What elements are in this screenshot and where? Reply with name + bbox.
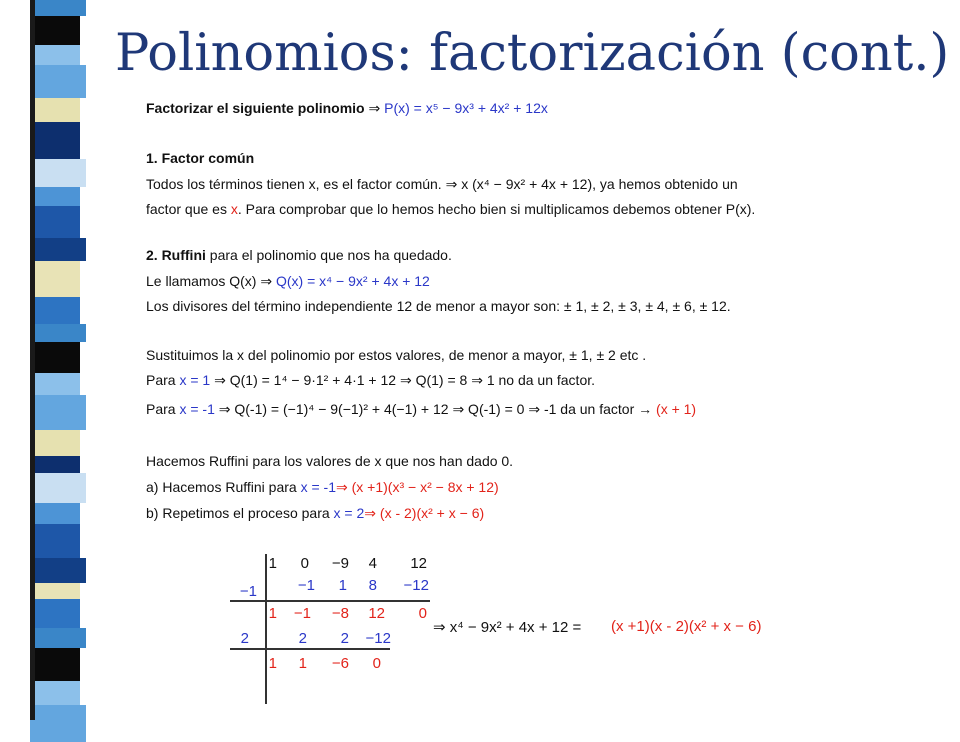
root-2: 2: [240, 630, 249, 647]
step1-line1: [146, 176, 738, 193]
coef-4: 12: [410, 555, 427, 572]
step2-call: [146, 273, 430, 290]
ruffini-step-a: [146, 479, 499, 496]
step-b-text: b) Repetimos el proceso para: [146, 505, 334, 521]
mult1-3: −12: [403, 577, 429, 594]
intro-label: Factorizar el siguiente polinomio: [146, 100, 365, 116]
coef-3: 4: [368, 555, 377, 572]
mult1-1: 1: [338, 577, 347, 594]
case2-x: x = -1: [179, 401, 215, 417]
step2-heading-bold: 2. Ruffini: [146, 247, 206, 263]
slide-title: Polinomios: factorización (cont.): [115, 24, 950, 83]
coef-1: 0: [300, 555, 309, 572]
res2-3: 0: [372, 655, 381, 672]
ruffini-hline-2: [230, 648, 390, 650]
intro-arrow: ⇒: [368, 100, 381, 116]
step-b-x: x = 2: [333, 505, 365, 521]
final-rhs: (x +1)(x - 2)(x² + x − 6): [611, 618, 762, 635]
res1-4: 0: [418, 605, 427, 622]
step1-line2-a: factor que es: [146, 201, 231, 217]
case2-expr: ⇒ Q(-1) = (−1)⁴ − 9(−1)² + 4(−1) + 12 ⇒ Q(-1) = 0 ⇒ -1 da un factor →: [214, 401, 653, 417]
mult1-2: 8: [368, 577, 377, 594]
case2-pre: Para: [146, 401, 180, 417]
mult2-1: 2: [340, 630, 349, 647]
step2-heading-rest: para el polinomio que nos ha quedado.: [205, 247, 452, 263]
mult2-0: 2: [298, 630, 307, 647]
mult2-2: −12: [365, 630, 391, 647]
final-lhs: ⇒ x⁴ − 9x² + 4x + 12 =: [433, 619, 582, 636]
step-a-x: x = -1: [300, 479, 336, 495]
step-b-expr: ⇒ (x - 2)(x² + x − 6): [364, 505, 485, 521]
step2-call-arrow: ⇒: [260, 273, 273, 289]
res2-1: 1: [298, 655, 307, 672]
step-a-expr: ⇒ (x +1)(x³ − x² − 8x + 12): [336, 479, 499, 495]
res1-2: −8: [331, 605, 349, 622]
ruffini-hline-1: [230, 600, 430, 602]
step1-line1-expr: ⇒ x (x⁴ − 9x² + 4x + 12), ya hemos obtenido un: [445, 176, 738, 192]
mult1-0: −1: [297, 577, 315, 594]
res2-2: −6: [331, 655, 349, 672]
step1-heading: 1. Factor común: [146, 150, 255, 166]
res1-1: −1: [293, 605, 311, 622]
case1-pre: Para: [146, 372, 180, 388]
coef-0: 1: [268, 555, 277, 572]
case1-x: x = 1: [179, 372, 211, 388]
step1-line2-b: . Para comprobar que lo hemos hecho bien si multiplicamos debemos obtener P(x).: [237, 201, 756, 217]
substitute-intro: Sustituimos la x del polinomio por estos valores, de menor a mayor, ± 1, ± 2 etc .: [146, 347, 647, 363]
res1-3: 12: [368, 605, 385, 622]
step2-heading: [146, 247, 452, 264]
case1-expr: ⇒ Q(1) = 1⁴ − 9·1² + 4·1 + 12 ⇒ Q(1) = 8 ⇒ 1 no da un factor.: [210, 372, 596, 388]
step1-line2-x: x: [230, 201, 238, 217]
case2-factor: (x + 1): [656, 401, 697, 417]
ruffini-table: [225, 550, 805, 710]
ruffini-vertical-line: [265, 554, 267, 704]
ruffini-step-b: [146, 505, 484, 522]
step2-call-text: Le llamamos Q(x): [146, 273, 257, 289]
step2-divisors: Los divisores del término independiente 12 de menor a mayor son: ± 1, ± 2, ± 3, ± 4, ± 6, ± 12.: [146, 298, 731, 314]
step1-line1-text: Todos los términos tienen x, es el factor común.: [146, 176, 442, 192]
step-a-text: a) Hacemos Ruffini para: [146, 479, 301, 495]
ruffini-intro: Hacemos Ruffini para los valores de x que nos han dado 0.: [146, 453, 514, 469]
res1-0: 1: [268, 605, 277, 622]
res2-0: 1: [268, 655, 277, 672]
substitute-case1: [146, 372, 595, 389]
step1-line2: [146, 201, 755, 218]
root-1: −1: [239, 583, 257, 600]
intro-poly: P(x) = x⁵ − 9x³ + 4x² + 12x: [384, 100, 548, 116]
substitute-case2: [146, 401, 696, 418]
intro-line: [146, 100, 548, 117]
coef-2: −9: [331, 555, 349, 572]
step2-call-expr: Q(x) = x⁴ − 9x² + 4x + 12: [275, 273, 430, 289]
